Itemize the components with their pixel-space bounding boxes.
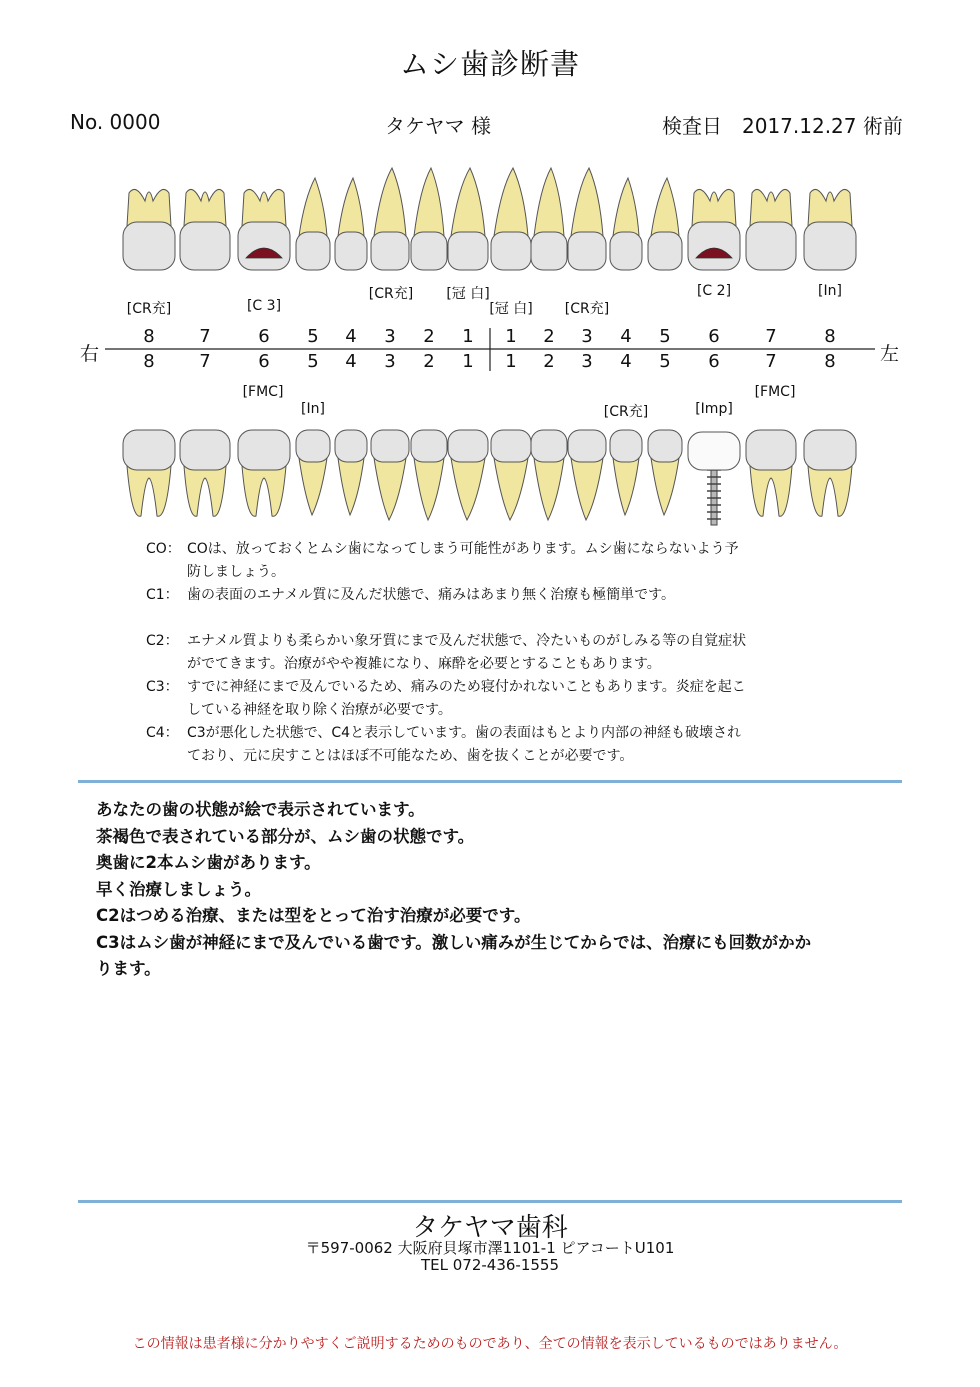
legend-text: 歯の表面のエナメル質に及んだ状態で、痛みはあまり無く治療も極簡単です。 [187, 587, 676, 603]
tooth-number: 2 [543, 326, 555, 347]
side-left-label: 左 [880, 343, 900, 365]
treatment-label: [Imp] [695, 401, 733, 417]
tooth-number: 5 [307, 326, 319, 347]
tooth-number: 4 [345, 326, 357, 347]
upper-tooth [568, 168, 606, 270]
lower-teeth [123, 430, 856, 525]
lower-tooth [610, 430, 642, 515]
tooth-number: 6 [258, 351, 270, 372]
tooth-number: 7 [199, 326, 211, 347]
legend-text: している神経を取り除く治療が必要です。 [187, 702, 452, 718]
upper-tooth [648, 178, 682, 270]
legend-c1 [146, 584, 806, 607]
upper-tooth [531, 168, 567, 270]
message-line: あなたの歯の状態が絵で表示されています。 [96, 800, 425, 819]
lower-tooth [688, 432, 740, 525]
tooth-number: 2 [423, 326, 435, 347]
caries-legend [146, 538, 806, 768]
tooth-number: 5 [307, 351, 319, 372]
treatment-label: [In] [301, 401, 325, 417]
exam-date: 検査日 2017.12.27 術前 [662, 114, 903, 138]
legend-key: C1： [146, 587, 179, 603]
tooth-number: 1 [462, 326, 474, 347]
treatment-label: [冠 白] [489, 301, 533, 317]
message-line: C2はつめる治療、または型をとって治す治療が必要です。 [96, 906, 531, 925]
treatment-label: [CR充] [368, 286, 414, 302]
treatment-label: [CR充] [564, 301, 610, 317]
upper-tooth [296, 178, 330, 270]
lower-tooth [746, 430, 796, 516]
page-title: ムシ歯診断書 [399, 47, 580, 81]
tooth-number: 2 [423, 351, 435, 372]
legend-c2 [146, 630, 806, 676]
lower-tooth [123, 430, 175, 516]
tooth-number: 4 [345, 351, 357, 372]
treatment-label: [FMC] [754, 384, 796, 400]
upper-tooth [804, 189, 856, 270]
lower-tooth [335, 430, 367, 515]
treatment-label: [冠 白] [446, 286, 490, 302]
upper-tooth [123, 189, 175, 270]
tooth-number: 3 [384, 351, 396, 372]
legend-key: C4： [146, 725, 179, 741]
message-line: ります。 [96, 959, 161, 978]
divider-bottom [78, 1200, 902, 1203]
clinic-name: タケヤマ歯科 [412, 1213, 568, 1243]
upper-tooth [335, 178, 367, 270]
upper-tooth [491, 168, 531, 270]
tooth-number: 1 [505, 326, 517, 347]
lower-tooth [411, 430, 447, 520]
lower-tooth [448, 430, 488, 520]
tooth-number: 7 [765, 326, 777, 347]
tooth-number: 4 [620, 326, 632, 347]
lower-tooth [296, 430, 330, 515]
tooth-number: 4 [620, 351, 632, 372]
treatment-label: [FMC] [242, 384, 284, 400]
disclaimer: この情報は患者様に分かりやすくご説明するためのものであり、全ての情報を表示しているものではありません。 [132, 1336, 848, 1352]
treatment-label: [In] [818, 283, 842, 299]
message-line: 奥歯に2本ムシ歯があります。 [96, 853, 321, 872]
treatment-label: [CR充] [603, 404, 649, 420]
message-line: C3はムシ歯が神経にまで及んでいる歯です。激しい痛みが生じてからでは、治療にも回数がかか [96, 932, 812, 952]
upper-tooth [411, 168, 447, 270]
tooth-number: 5 [659, 351, 671, 372]
lower-tooth [491, 430, 531, 520]
legend-text: がでてきます。治療がやや複雑になり、麻酔を必要とすることもあります。 [187, 656, 661, 672]
tooth-number: 7 [765, 351, 777, 372]
legend-text: ており、元に戻すことはほぼ不可能なため、歯を抜くことが必要です。 [187, 748, 634, 764]
clinic-tel: TEL 072-436-1555 [420, 1256, 560, 1274]
legend-text: エナメル質よりも柔らかい象牙質にまで及んだ状態で、冷たいものがしみる等の自覚症状 [187, 633, 747, 649]
lower-tooth [568, 430, 606, 520]
lower-tooth [180, 430, 230, 516]
message-line: 早く治療しましょう。 [96, 879, 261, 899]
legend-key: C3： [146, 679, 179, 695]
tooth-number: 6 [258, 326, 270, 347]
patient-name: タケヤマ 様 [385, 114, 491, 138]
tooth-number: 3 [384, 326, 396, 347]
tooth-number: 8 [824, 326, 836, 347]
legend-c3 [146, 676, 806, 722]
legend-key: CO： [146, 541, 181, 557]
legend-c4 [146, 722, 806, 768]
tooth-number: 2 [543, 351, 555, 372]
divider-top [78, 780, 902, 783]
upper-tooth [180, 189, 230, 270]
legend-key: C2： [146, 633, 179, 649]
clinic-address: 〒597-0062 大阪府貝塚市澤1101-1 ピアコートU101 [305, 1239, 675, 1257]
upper-tooth [610, 178, 642, 270]
lower-tooth [238, 430, 290, 516]
lower-tooth [648, 430, 682, 515]
record-number: No. 0000 [70, 110, 161, 134]
legend-text: 防しましょう。 [187, 564, 285, 580]
treatment-label: [C 2] [696, 283, 732, 299]
upper-tooth [371, 168, 409, 270]
side-right-label: 右 [80, 343, 100, 365]
tooth-number: 1 [505, 351, 517, 372]
lower-tooth [531, 430, 567, 520]
legend-text: C3が悪化した状態で、C4と表示しています。歯の表面はもとより内部の神経も破壊され [187, 725, 741, 741]
tooth-number: 3 [581, 351, 593, 372]
treatment-label: [C 3] [246, 298, 282, 314]
tooth-number: 8 [143, 326, 155, 347]
tooth-number: 8 [824, 351, 836, 372]
legend-co [146, 538, 806, 584]
legend-text: すでに神経にまで及んでいるため、痛みのため寝付かれないこともあります。炎症を起こ [187, 679, 746, 695]
tooth-number: 6 [708, 351, 720, 372]
tooth-number: 8 [143, 351, 155, 372]
legend-text: COは、放っておくとムシ歯になってしまう可能性があります。ムシ歯にならないよう予 [187, 541, 739, 557]
upper-tooth [448, 168, 488, 270]
tooth-number: 7 [199, 351, 211, 372]
diagnosis-message [96, 797, 896, 983]
lower-tooth [804, 430, 856, 516]
treatment-label: [CR充] [126, 301, 172, 317]
lower-tooth [371, 430, 409, 520]
upper-tooth [746, 189, 796, 270]
teeth-illustration [0, 0, 980, 540]
tooth-number: 5 [659, 326, 671, 347]
tooth-number: 6 [708, 326, 720, 347]
tooth-number: 1 [462, 351, 474, 372]
message-line: 茶褐色で表されている部分が、ムシ歯の状態です。 [96, 826, 475, 846]
tooth-number: 3 [581, 326, 593, 347]
upper-teeth [123, 168, 856, 270]
